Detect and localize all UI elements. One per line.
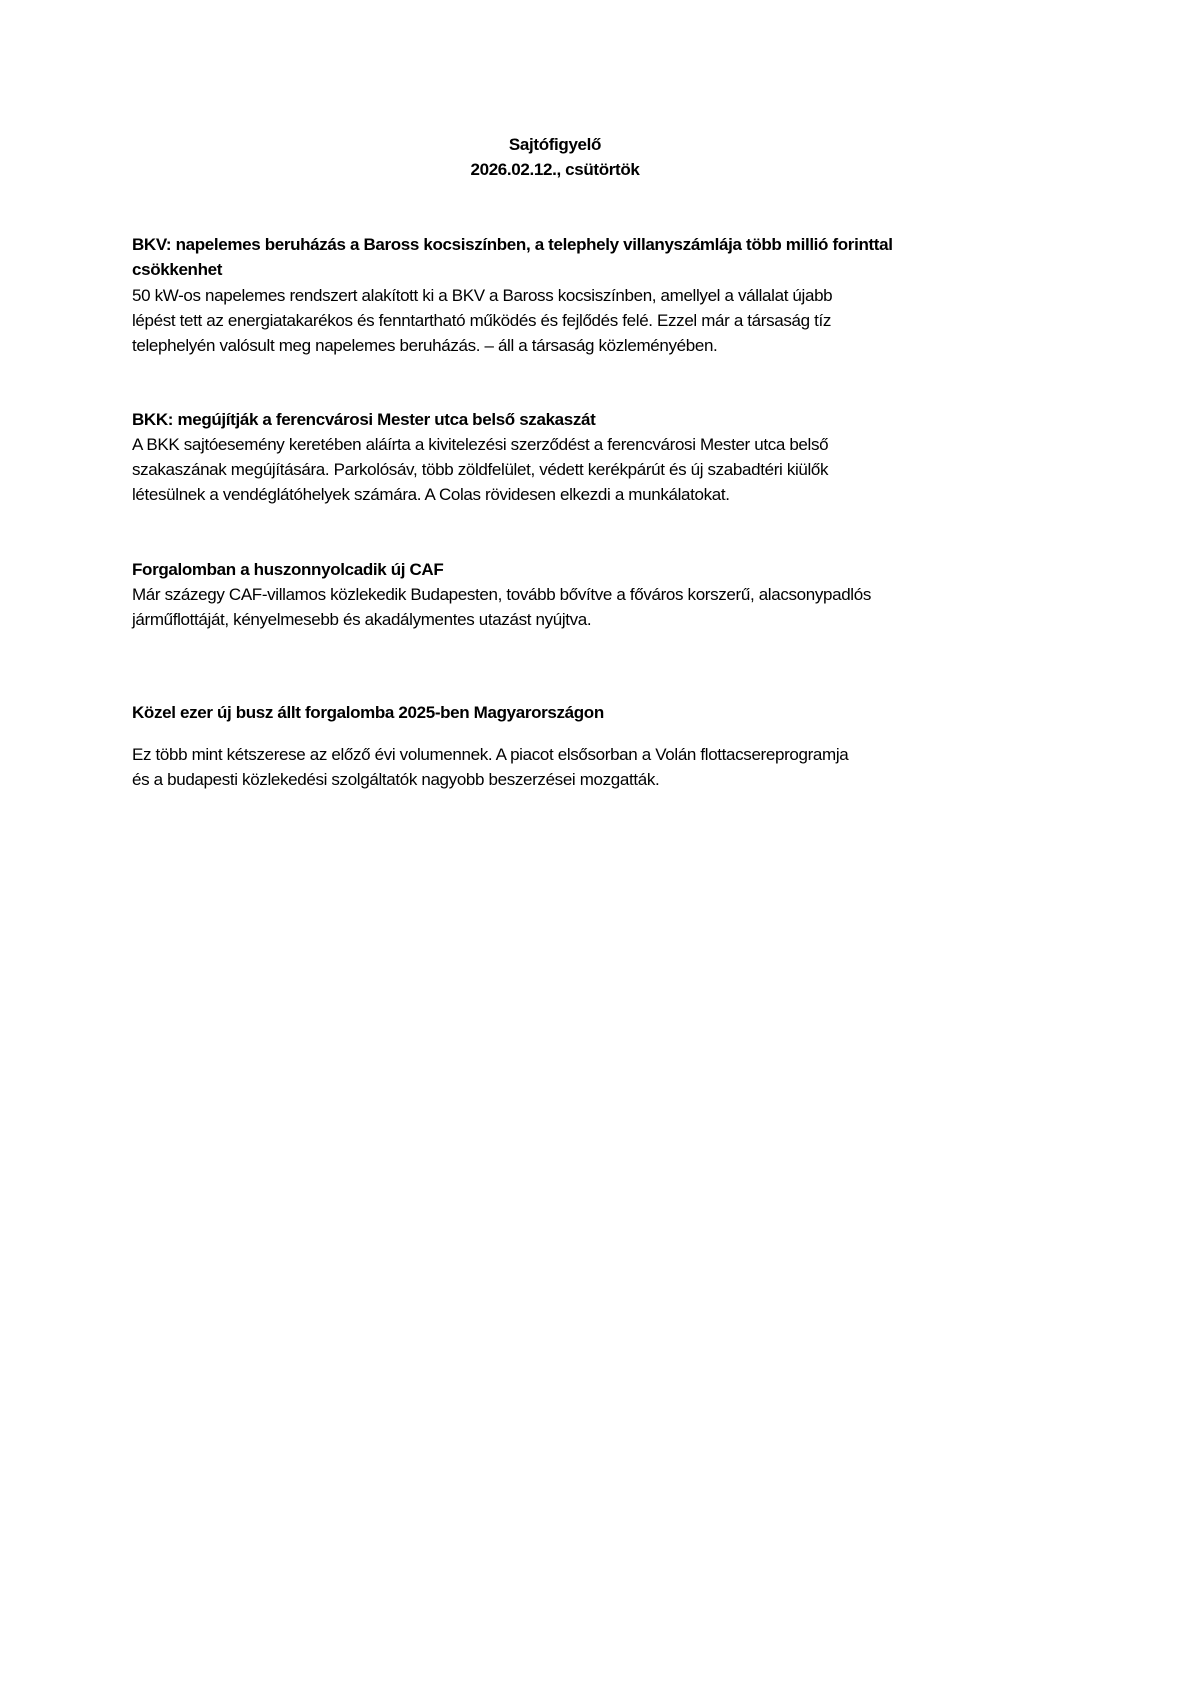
article-title: BKK: megújítják a ferencvárosi Mester utca belső szakaszát [132,410,596,429]
article-body: járműflottáját, kényelmesebb és akadálymentes utazást nyújtva. [132,610,592,629]
document-title: Sajtófigyelő [508,135,602,154]
article-title: csökkenhet [132,260,223,279]
article-body: 50 kW-os napelemes rendszert alakított ki a BKV a Baross kocsiszínben, amellyel a vállalat újabb [132,286,833,305]
article-body: lépést tett az energiatakarékos és fenntartható működés és fejlődés felé. Ezzel már a társaság tíz [132,311,831,330]
article-body: Ez több mint kétszerese az előző évi volumennek. A piacot elsősorban a Volán flottacsereprogramja [132,745,849,764]
article-title: BKV: napelemes beruházás a Baross kocsiszínben, a telephely villanyszámlája több millió forinttal [132,235,893,254]
article-body: létesülnek a vendéglátóhelyek számára. A Colas rövidesen elkezdi a munkálatokat. [132,485,730,504]
article-body: és a budapesti közlekedési szolgáltatók nagyobb beszerzései mozgatták. [132,770,660,789]
article-title: Közel ezer új busz állt forgalomba 2025-ben Magyarországon [132,703,604,722]
article-body: szakaszának megújítására. Parkolósáv, több zöldfelület, védett kerékpárút és új szabadtéri kiülők [132,460,829,479]
document-date: 2026.02.12., csütörtök [470,160,640,179]
article-title: Forgalomban a huszonnyolcadik új CAF [132,560,444,579]
article-body: A BKK sajtóesemény keretében aláírta a kivitelezési szerződést a ferencvárosi Mester utca belső [132,435,829,454]
article-body: Már százegy CAF-villamos közlekedik Budapesten, tovább bővítve a főváros korszerű, alacsonypadlós [132,585,871,604]
article-body: telephelyén valósult meg napelemes beruházás. – áll a társaság közleményében. [132,336,718,355]
